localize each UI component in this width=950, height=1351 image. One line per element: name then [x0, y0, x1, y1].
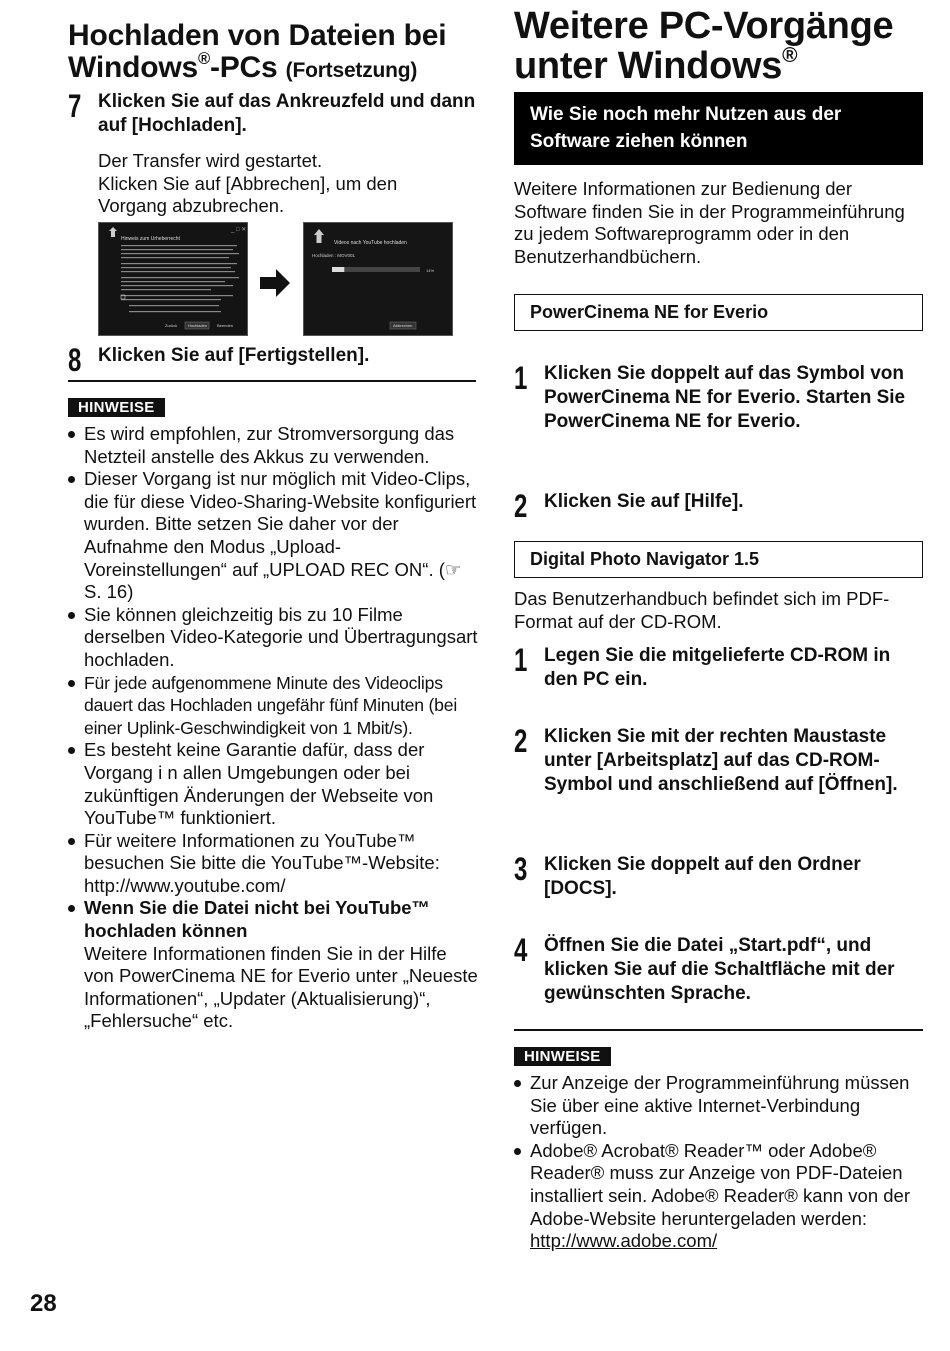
dialog-window-controls: _ □ ✕: [231, 227, 247, 233]
note-item: Für jede aufgenommene Minute des Videoclips dauert das Hochladen ungefähr fünf Minuten (bei einer Uplink-Geschwindigkeit von 1 Mbit/s).: [68, 672, 478, 740]
intro-text: Weitere Informationen zur Bedienung der Software finden Sie in der Programmeinführung zu jedem Softwareprogramm oder in den Benutzerhandbüchern.: [514, 178, 905, 267]
left-title-sub: (Fortsetzung): [285, 59, 418, 82]
note-item-adobe: [514, 1140, 924, 1253]
step-text: Klicken Sie auf [Hilfe].: [544, 491, 744, 512]
s1-step-1: [514, 362, 926, 434]
section-powercinema: PowerCinema NE for Everio: [514, 294, 923, 331]
left-title-line1: Hochladen von Dateien bei: [68, 19, 447, 52]
s2-step-4: [514, 934, 926, 1006]
section2-intro: Das Benutzerhandbuch befindet sich im PDF-Format auf der CD-ROM.: [514, 588, 890, 632]
page-number: 28: [30, 1290, 57, 1317]
note-item: Sie können gleichzeitig bis zu 10 Filme derselben Video-Kategorie und Übertragungsart hochladen.: [68, 604, 478, 672]
divider: [514, 1029, 923, 1031]
s1-step-2: [514, 490, 926, 522]
left-page-title: [68, 20, 446, 87]
finish-button: Beenden: [217, 323, 234, 328]
progress-percent: 14%: [426, 268, 435, 273]
upload-progress-screenshot: [303, 222, 453, 336]
note-item: Dieser Vorgang ist nur möglich mit Video-Clips, die für diese Video-Sharing-Website konfiguriert wurden. Bitte setzen Sie daher vor der Aufnahme den Modus „Upload-Voreinstellungen“ auf „UPLOAD REC ON“. (☞ S. 16): [68, 468, 478, 604]
progress-fill: [332, 267, 344, 272]
dialog-title: Hinweis zum Urheberrecht: [121, 236, 180, 242]
step-8: [68, 344, 478, 376]
step-number: 7: [68, 88, 82, 124]
step-text: Klicken Sie auf [Fertigstellen].: [98, 345, 370, 366]
right-title-line1: Weitere PC-Vorgänge: [514, 5, 894, 47]
step-number: 1: [514, 642, 528, 678]
s2-step-2: [514, 725, 926, 797]
note-body: Weitere Informationen finden Sie in der Hilfe von PowerCinema NE for Everio unter „Neueste Informationen“, „Updater (Aktualisierung)“, „Fehlersuche“ etc.: [84, 942, 478, 1032]
note-body: Adobe® Acrobat® Reader™ oder Adobe® Reader® muss zur Anzeige von PDF-Dateien installiert sein. Adobe® Reader® kann von der Adobe-Website heruntergeladen werden:: [530, 1139, 911, 1229]
step-number: 2: [514, 488, 528, 524]
section-photo-navigator: Digital Photo Navigator 1.5: [514, 541, 923, 578]
step7-body: Der Transfer wird gestartet. Klicken Sie auf [Abbrechen], um den Vorgang abzubrechen.: [98, 150, 398, 217]
copyright-dialog-image: [99, 223, 247, 335]
note-item: Zur Anzeige der Programmeinführung müssen Sie über eine aktive Internet-Verbindung verfügen.: [514, 1072, 924, 1140]
upload-file-label: Hochladen : MOV001: [312, 253, 356, 258]
note-item: Es wird empfohlen, zur Stromversorgung das Netzteil anstelle des Akkus zu verwenden.: [68, 423, 478, 468]
right-title-line2: unter Windows: [514, 45, 783, 87]
progress-track: [332, 267, 420, 272]
note-item: Es besteht keine Garantie dafür, dass der Vorgang i n allen Umgebungen oder bei zukünftigen Änderungen der Webseite von YouTube™ funktioniert.: [68, 739, 478, 829]
divider: [68, 380, 476, 382]
note-item-youtube-help: [68, 897, 478, 1033]
step-number: 1: [514, 360, 528, 396]
registered-mark: ®: [782, 44, 798, 68]
right-page-title: [514, 6, 893, 86]
cancel-button: Abbrechen: [393, 323, 413, 328]
registered-mark: ®: [197, 50, 210, 69]
adobe-link[interactable]: http://www.adobe.com/: [530, 1230, 718, 1252]
s2-step-1: [514, 644, 926, 692]
left-title-line2: Windows: [68, 51, 198, 84]
note-bold-heading: Wenn Sie die Datei nicht bei YouTube™ hochladen können: [84, 897, 431, 942]
step-text: Legen Sie die mitgelieferte CD-ROM in den PC ein.: [544, 645, 891, 690]
section-heading-box: Wie Sie noch mehr Nutzen aus der Software ziehen können: [514, 92, 923, 165]
step-text: Klicken Sie doppelt auf das Symbol von PowerCinema NE for Everio. Starten Sie PowerCinema NE for Everio.: [544, 363, 906, 432]
right-arrow-icon: [258, 268, 292, 298]
step-text: Öffnen Sie die Datei „Start.pdf“, und klicken Sie auf die Schaltfläche mit der gewünschten Sprache.: [544, 935, 895, 1004]
notes-badge: HINWEISE: [514, 1047, 611, 1066]
s2-step-3: [514, 853, 926, 901]
upload-progress-image: [304, 223, 452, 335]
step-text: Klicken Sie auf das Ankreuzfeld und dann auf [Hochladen].: [98, 91, 476, 136]
step-number: 3: [514, 851, 528, 887]
step-text: Klicken Sie mit der rechten Maustaste unter [Arbeitsplatz] auf das CD-ROM-Symbol und anschließend auf [Öffnen].: [544, 726, 898, 795]
step-7: [68, 90, 478, 138]
note-item: Für weitere Informationen zu YouTube™ besuchen Sie bitte die YouTube™-Website: http://www.youtube.com/: [68, 830, 478, 898]
step-number: 4: [514, 932, 528, 968]
step-number: 8: [68, 342, 82, 378]
step-text: Klicken Sie doppelt auf den Ordner [DOCS].: [544, 854, 861, 899]
left-notes-list: [68, 423, 478, 1033]
notes-badge: HINWEISE: [68, 398, 165, 417]
copyright-dialog-screenshot: [98, 222, 248, 336]
right-notes-list: [514, 1072, 924, 1253]
progress-dialog-title: Videos nach YouTube hochladen: [334, 240, 407, 246]
step-number: 2: [514, 723, 528, 759]
back-button: Zurück: [165, 323, 178, 328]
upload-button: Hochladen: [188, 323, 208, 328]
left-title-rest: -PCs: [209, 51, 278, 84]
